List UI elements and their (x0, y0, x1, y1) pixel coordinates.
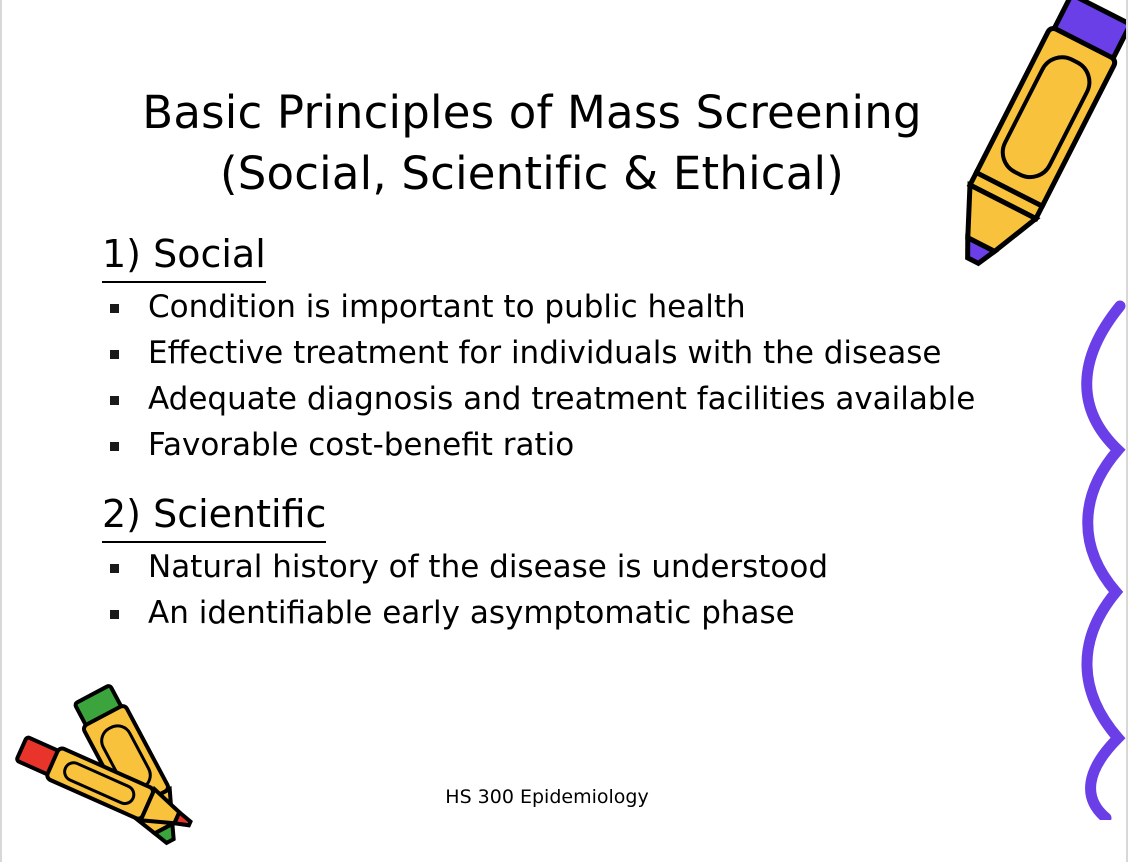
crayon-bottom-left-icon (2, 672, 262, 862)
list-item: An identifiable early asymptomatic phase (102, 593, 1082, 634)
list-item: Favorable cost-benefit ratio (102, 425, 1082, 466)
bullet-list-social (102, 287, 1082, 466)
section-heading-social: 1) Social (102, 228, 266, 283)
section-2 (102, 488, 1082, 545)
slide-body (102, 228, 1082, 639)
slide-footer: HS 300 Epidemiology (445, 786, 649, 808)
bullet-list-scientific (102, 547, 1082, 634)
section-heading-scientific: 2) Scientific (102, 488, 326, 543)
list-item: Natural history of the disease is understood (102, 547, 1082, 588)
list-item: Condition is important to public health (102, 287, 1082, 328)
list-item: Effective treatment for individuals with the disease (102, 333, 1082, 374)
page-title (2, 82, 1062, 204)
title-line-2: (Social, Scientific & Ethical) (219, 147, 844, 200)
section-1 (102, 228, 1082, 285)
list-item: Adequate diagnosis and treatment facilities available (102, 379, 1082, 420)
title-line-1: Basic Principles of Mass Screening (142, 86, 922, 139)
